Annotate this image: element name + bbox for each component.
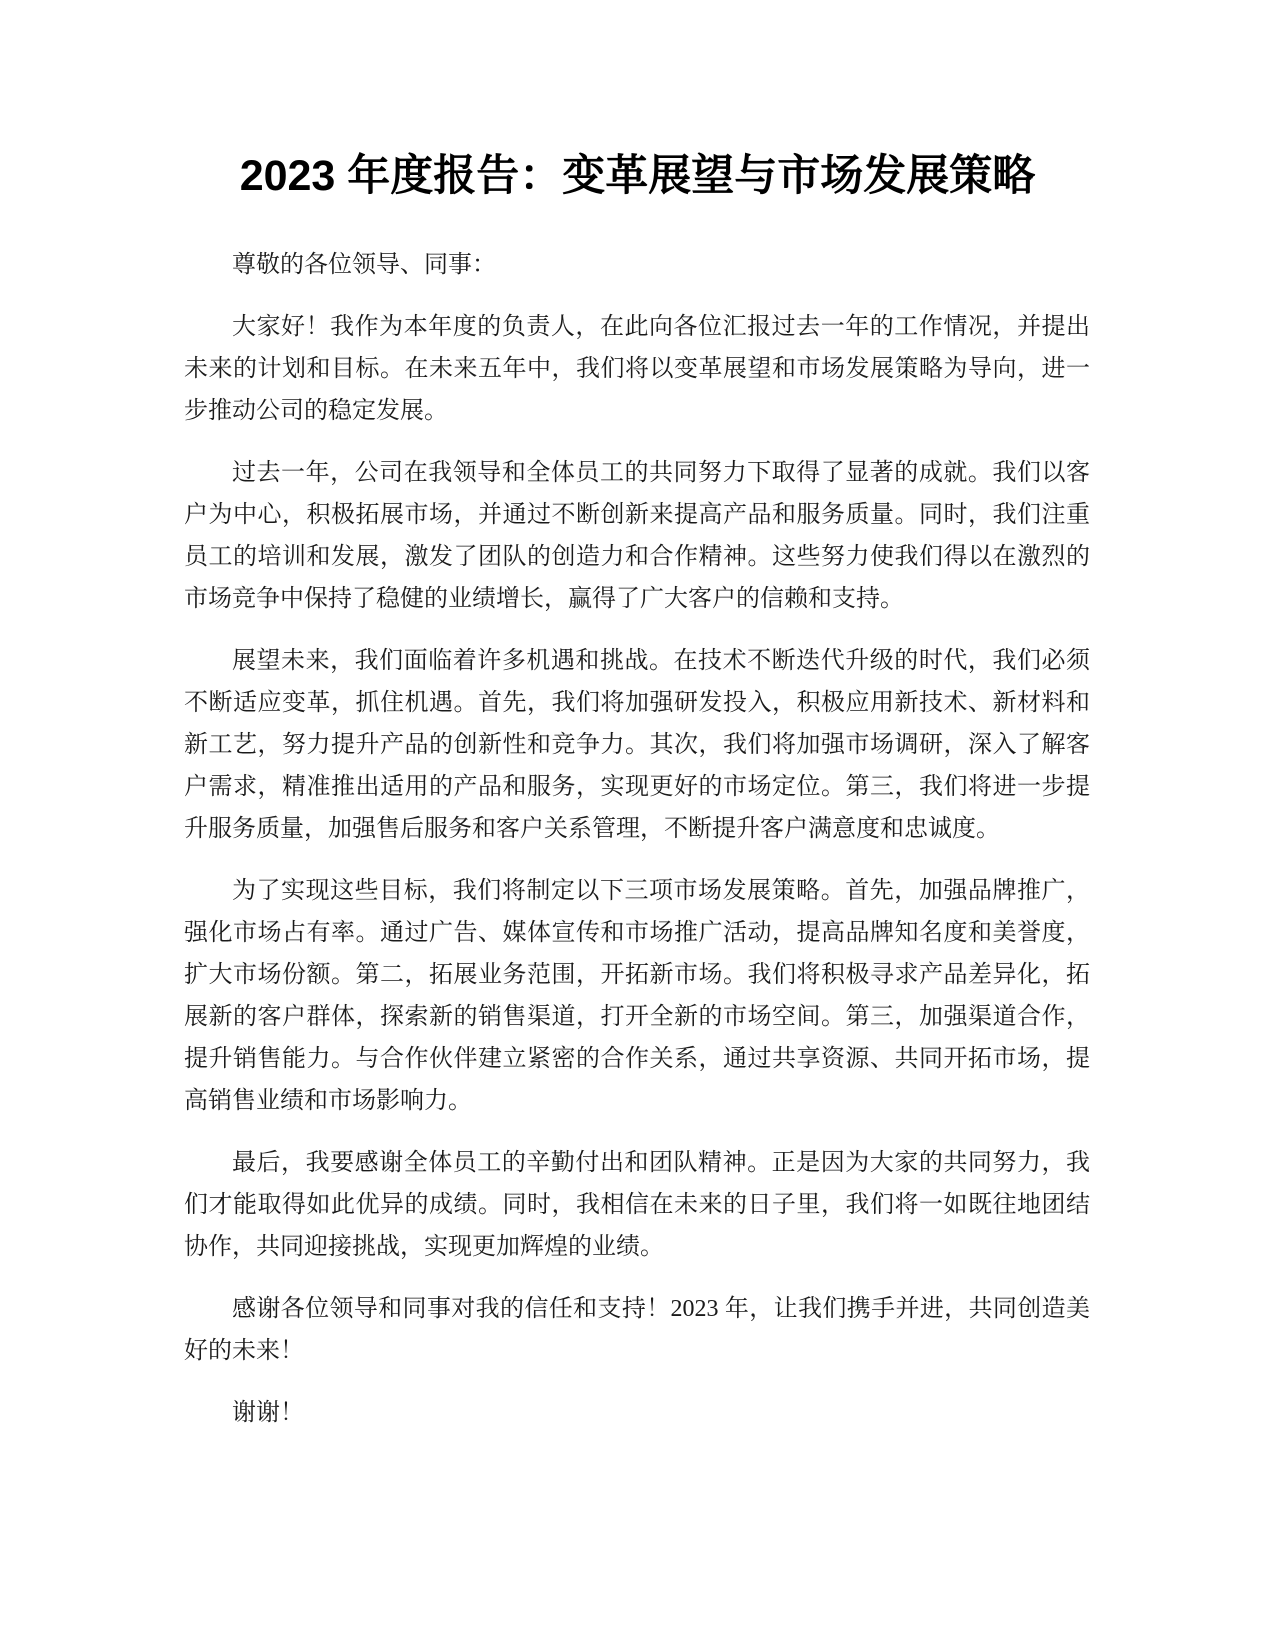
- sign-off-paragraph: 谢谢！: [232, 1400, 304, 1426]
- outlook-paragraph: 展望未来，我们面临着许多机遇和挑战。在技术不断迭代升级的时代，我们必须不断适应变革，抓住机遇。首先，我们将加强研发投入，积极应用新技术、新材料和新工艺，努力提升产品的创新性和竞争力。其次，我们将加强市场调研，深入了解客户需求，精准推出适用的产品和服务，实现更好的市场定位。第三，我们将进一步提升服务质量，加强售后服务和客户关系管理，不断提升客户满意度和忠诚度。: [184, 648, 1090, 842]
- strategy-paragraph: 为了实现这些目标，我们将制定以下三项市场发展策略。首先，加强品牌推广，强化市场占有率。通过广告、媒体宣传和市场推广活动，提高品牌知名度和美誉度，扩大市场份额。第二，拓展业务范围，开拓新市场。我们将积极寻求产品差异化，拓展新的客户群体，探索新的销售渠道，打开全新的市场空间。第三，加强渠道合作，提升销售能力。与合作伙伴建立紧密的合作关系，通过共享资源、共同开拓市场，提高销售业绩和市场影响力。: [184, 878, 1090, 1114]
- document-body: [184, 244, 1090, 1454]
- intro-paragraph: 大家好！我作为本年度的负责人，在此向各位汇报过去一年的工作情况，并提出未来的计划和目标。在未来五年中，我们将以变革展望和市场发展策略为导向，进一步推动公司的稳定发展。: [184, 314, 1090, 424]
- past-year-paragraph: 过去一年，公司在我领导和全体员工的共同努力下取得了显著的成就。我们以客户为中心，积极拓展市场，并通过不断创新来提高产品和服务质量。同时，我们注重员工的培训和发展，激发了团队的创造力和合作精神。这些努力使我们得以在激烈的市场竞争中保持了稳健的业绩增长，赢得了广大客户的信赖和支持。: [184, 460, 1090, 612]
- closing-paragraph: 感谢各位领导和同事对我的信任和支持！2023 年，让我们携手并进，共同创造美好的未来！: [184, 1296, 1090, 1364]
- document-title: 2023 年度报告：变革展望与市场发展策略: [239, 152, 1036, 200]
- salutation-paragraph: 尊敬的各位领导、同事：: [232, 252, 496, 278]
- thanks-staff-paragraph: 最后，我要感谢全体员工的辛勤付出和团队精神。正是因为大家的共同努力，我们才能取得如此优异的成绩。同时，我相信在未来的日子里，我们将一如既往地团结协作，共同迎接挑战，实现更加辉煌的业绩。: [184, 1150, 1090, 1260]
